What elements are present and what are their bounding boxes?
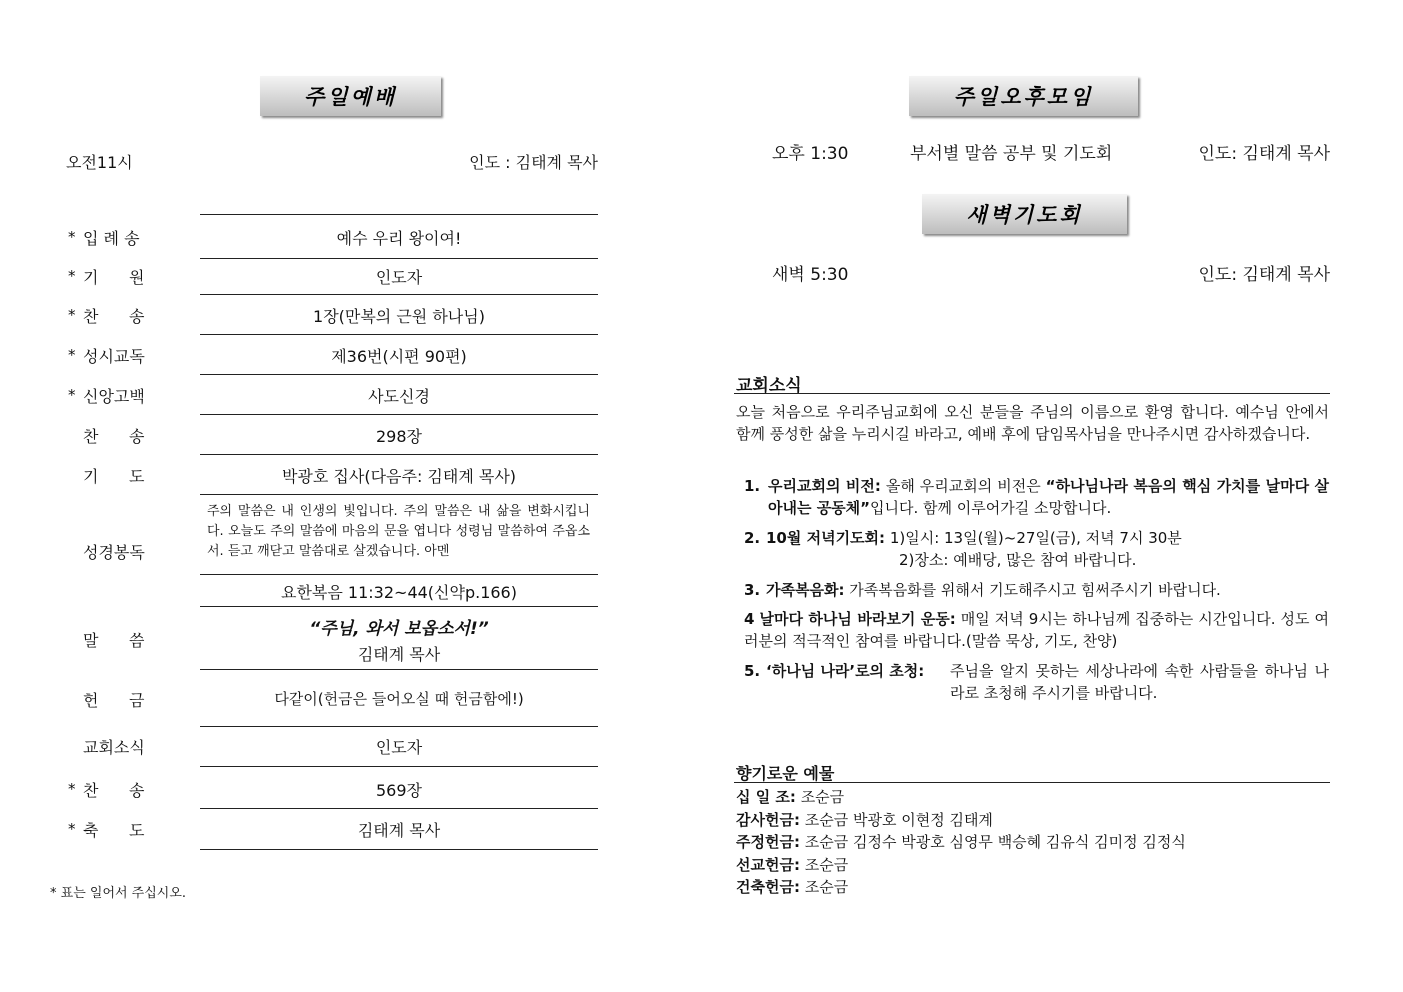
sermon-preacher: 김태계 목사 [357, 645, 441, 664]
order-value: 인도자 [375, 738, 423, 757]
order-value: 김태계 목사 [357, 821, 441, 840]
news-item-emphasis: “하나님나라 복음의 핵심 가치를 날마다 살아내는 공동체” [768, 477, 1329, 517]
table-line [200, 414, 598, 415]
order-label: 찬 송 [83, 427, 145, 446]
news-item-text: 입니다. 함께 이루어가길 소망합니다. [870, 499, 1112, 517]
offerings-heading: 향기로운 예물 [736, 764, 835, 783]
afternoon-time: 오후 1:30 [772, 144, 849, 164]
order-label: 찬 송 [83, 781, 145, 800]
offering-row [736, 876, 1186, 899]
offering-label: 헌 금 [83, 691, 145, 710]
standing-mark: * [68, 820, 76, 838]
order-value: 인도자 [375, 268, 423, 287]
table-line [200, 294, 598, 295]
standing-mark: * [68, 267, 76, 285]
news-item-title: 날마다 하나님 바라보기 운동: [759, 610, 956, 628]
news-item-number: 2. [744, 529, 761, 547]
offering-names: 조순금 박광호 이현정 김태계 [799, 810, 993, 829]
news-item-text: 매일 저녁 9시는 하나님께 집중하는 시간입니다. 성도 여러분의 적극적인 참여를 바랍니다.(말씀 묵상, 기도, 찬양) [744, 610, 1329, 650]
dawn-title-banner [922, 194, 1127, 234]
reading-label: 성경봉독 [83, 543, 145, 562]
worship-title: 주일예배 [303, 85, 398, 109]
table-line [200, 808, 598, 809]
news-item-text: 1)일시: 13일(월)~27일(금), 저녁 7시 30분 [885, 529, 1182, 547]
order-label: 기 원 [83, 268, 145, 287]
table-line [200, 669, 598, 670]
news-item-title: 우리교회의 비전: [768, 477, 881, 495]
footnote: * 표는 일어서 주십시오. [50, 886, 187, 901]
table-line [200, 454, 598, 455]
offering-row [736, 786, 1186, 809]
standing-mark: * [68, 306, 76, 324]
worship-time: 오전11시 [66, 153, 133, 172]
sermon-label: 말 씀 [83, 631, 145, 650]
news-intro: 오늘 처음으로 우리주님교회에 오신 분들을 주님의 이름으로 환영 합니다. 예수님 안에서 함께 풍성한 삶을 누리시길 바라고, 예배 후에 담임목사님을 만나주시면 감사하겠습니다. [736, 403, 1329, 443]
news-item-text: 가족복음화를 위해서 기도해주시고 힘써주시기 바랍니다. [844, 581, 1221, 599]
offering-names: 조순금 [799, 878, 849, 896]
reading-prayer: 주의 말씀은 내 인생의 빛입니다. 주의 말씀은 내 삶을 변화시킵니다. 오늘도 주의 말씀에 마음의 문을 엽니다 성령님 말씀하여 주옵소서. 듣고 깨닫고 말씀대로 살겠습니다. 아멘 [207, 504, 590, 559]
worship-title-banner [260, 76, 441, 116]
reading-passage: 요한복음 11:32~44(신약p.166) [281, 583, 517, 602]
news-item-text: 올해 우리교회의 비전은 [880, 477, 1046, 495]
order-value: 예수 우리 왕이여! [336, 229, 462, 248]
afternoon-title: 주일오후모임 [953, 85, 1094, 109]
offering-type: 선교헌금: [736, 855, 800, 874]
offering-names: 조순금 [799, 855, 849, 874]
table-line [200, 258, 598, 259]
order-value: 298장 [376, 427, 422, 446]
news-item-number: 1. [744, 477, 761, 495]
dawn-leader: 인도: 김태계 목사 [1198, 265, 1330, 285]
table-line [200, 849, 598, 850]
order-label: 교회소식 [83, 738, 145, 757]
standing-mark: * [68, 228, 76, 246]
offering-type: 감사헌금: [736, 810, 800, 829]
order-label: 기 도 [83, 467, 145, 486]
table-line [200, 214, 598, 215]
order-value: 제36번(시편 90편) [331, 347, 467, 366]
offering-row [736, 809, 1186, 832]
offering-row [736, 854, 1186, 877]
news-heading: 교회소식 [736, 376, 802, 396]
standing-mark: * [68, 780, 76, 798]
afternoon-leader: 인도: 김태계 목사 [1198, 144, 1330, 164]
order-label: 신앙고백 [83, 387, 145, 406]
standing-mark: * [68, 386, 76, 404]
news-item-title: ‘하나님 나라’로의 초청: [766, 662, 925, 680]
offering-type: 주정헌금: [736, 833, 800, 851]
table-line [200, 606, 598, 607]
dawn-title: 새벽기도회 [966, 203, 1083, 227]
news-item-number: 3. [744, 581, 761, 599]
table-line [200, 374, 598, 375]
offering-names: 조순금 김정수 박광호 심영무 백승혜 김유식 김미정 김정식 [799, 833, 1186, 851]
afternoon-desc: 부서별 말씀 공부 및 기도회 [910, 144, 1113, 164]
order-label: 축 도 [83, 821, 145, 840]
news-item-number: 4 [744, 610, 755, 628]
offering-type: 십 일 조: [736, 788, 796, 806]
table-line [200, 766, 598, 767]
news-item [766, 527, 1182, 549]
order-label: 성시교독 [83, 347, 145, 366]
table-line [200, 334, 598, 335]
order-value: 박광호 집사(다음주: 김태계 목사) [281, 467, 517, 486]
offering-type: 건축헌금: [736, 878, 800, 896]
dawn-time: 새벽 5:30 [772, 265, 849, 285]
afternoon-title-banner [909, 76, 1138, 116]
offerings-divider [734, 782, 1330, 783]
news-item-number: 5. [744, 662, 761, 680]
order-label: 찬 송 [83, 307, 145, 326]
news-item-title: 10월 저녁기도회: [766, 529, 886, 547]
offering-value: 다같이(헌금은 들어오실 때 헌금함에!) [274, 690, 524, 708]
news-item [766, 579, 1221, 601]
table-line [200, 726, 598, 727]
table-line [200, 494, 598, 495]
table-line [200, 574, 598, 575]
standing-mark: * [68, 346, 76, 364]
order-label: 입 례 송 [83, 229, 140, 248]
offerings-list [736, 786, 1186, 899]
news-item-text: 2)장소: 예배당, 많은 참여 바랍니다. [899, 551, 1137, 569]
news-item [768, 475, 1329, 519]
news-item-title: 가족복음화: [766, 581, 845, 599]
news-item [744, 608, 1329, 652]
order-value: 569장 [376, 781, 422, 800]
order-value: 1장(만복의 근원 하나님) [313, 307, 485, 326]
sermon-title: “주님, 와서 보옵소서!” [309, 619, 489, 639]
worship-leader: 인도 : 김태계 목사 [469, 153, 598, 172]
news-item-text: 주님을 알지 못하는 세상나라에 속한 사람들을 하나님 나라로 초청해 주시기를 바랍니다. [950, 662, 1329, 702]
offering-row [736, 831, 1186, 854]
news-divider [734, 393, 1330, 394]
order-value: 사도신경 [368, 387, 430, 406]
offering-names: 조순금 [795, 788, 845, 806]
